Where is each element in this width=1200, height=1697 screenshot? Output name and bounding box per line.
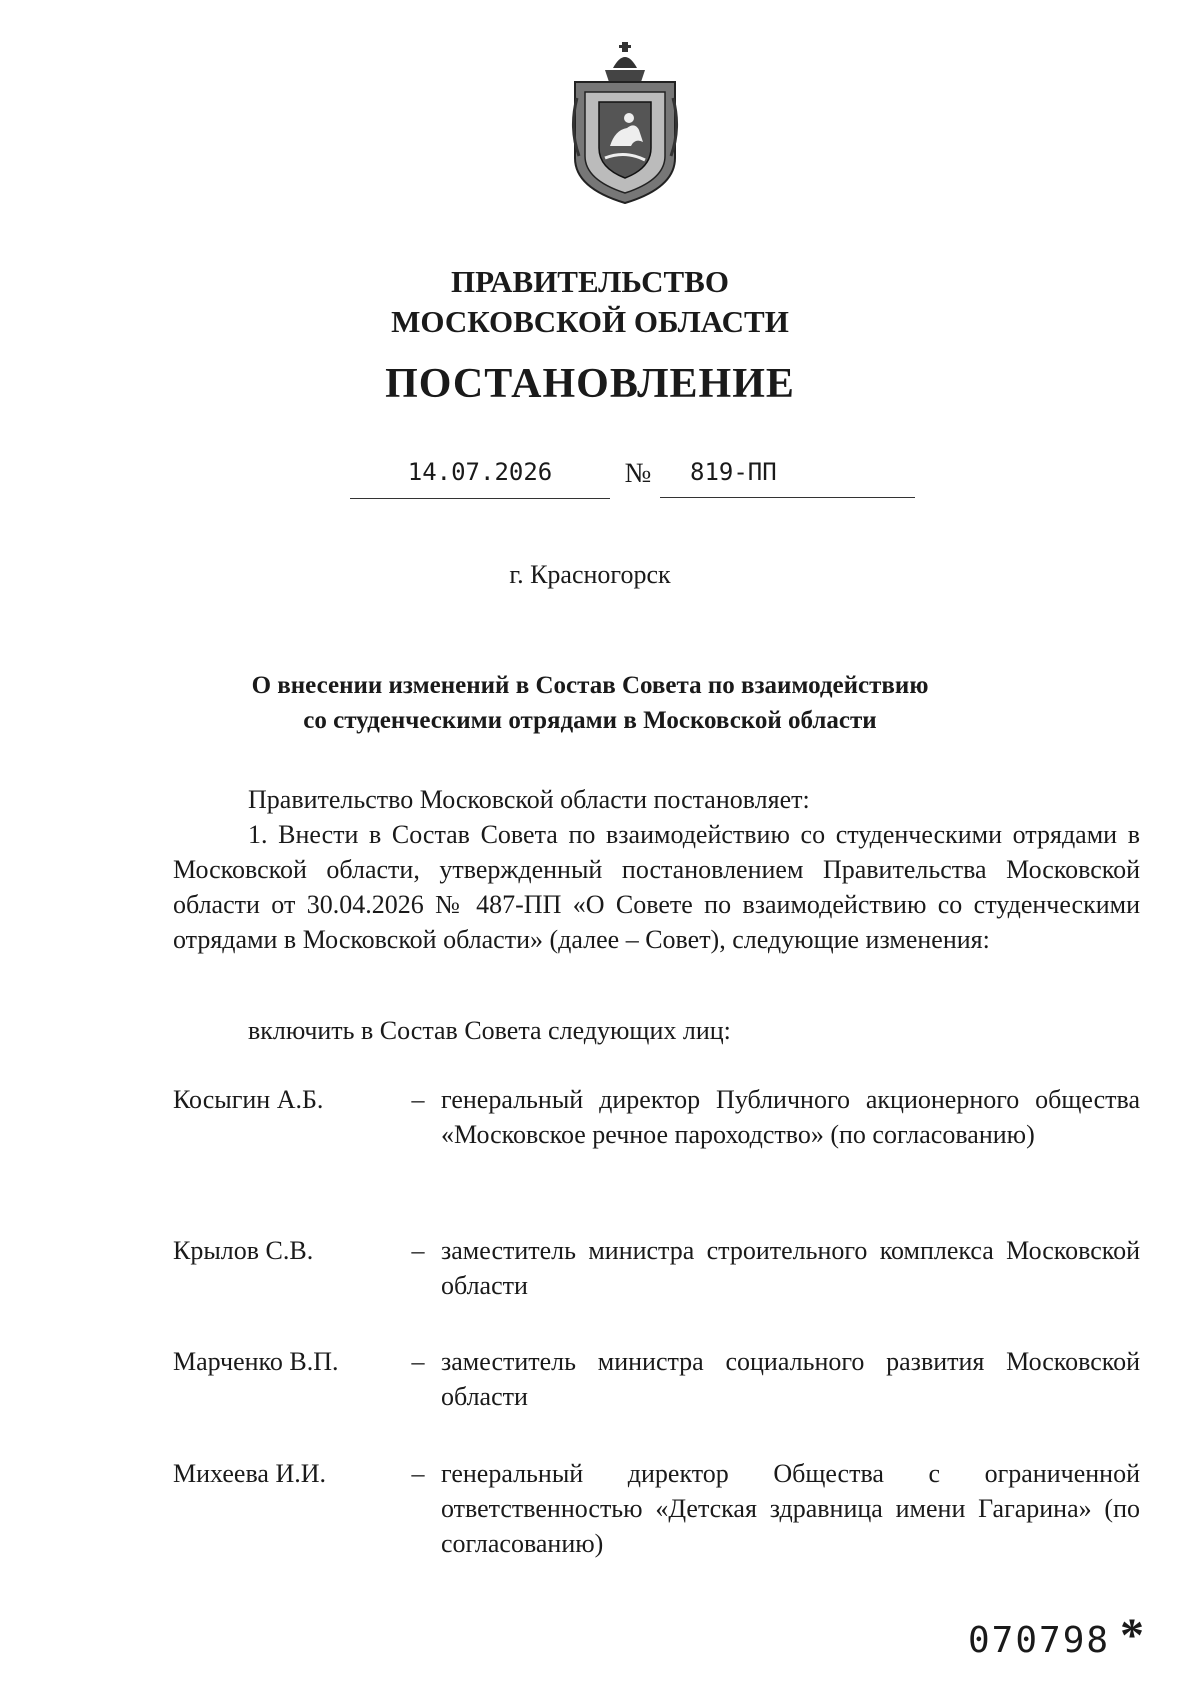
member-dash: – [411,1085,425,1114]
member-dash: – [411,1236,425,1265]
member-name: Марченко В.П. [173,1347,339,1376]
subject-line-2: со студенческими отрядами в Московской области [303,707,877,734]
asterisk-mark: * [1120,1609,1144,1662]
body-paragraph-1: Правительство Московской области постановляет: [248,785,810,814]
registration-date: 14.07.2026 [350,458,610,499]
city-line: г. Красногорск [509,560,671,589]
member-position: заместитель министра строительного комплекса Московской области [441,1236,1140,1300]
body-paragraph-3: включить в Состав Совета следующих лиц: [248,1016,731,1045]
document-subject [0,668,1180,738]
subject-line-1: О внесении изменений в Состав Совета по взаимодействию [251,672,929,699]
member-name: Крылов С.В. [173,1236,314,1265]
member-position: заместитель министра социального развития Московской области [441,1347,1140,1411]
member-position: генеральный директор Общества с ограниченной ответственностью «Детская здравница имени Гагарина» (по согласованию) [441,1459,1140,1558]
coat-of-arms-icon [565,38,685,208]
issuer-line-1: ПРАВИТЕЛЬСТВО [451,264,729,299]
document-type: ПОСТАНОВЛЕНИЕ [385,361,795,407]
registration-number: 819-ПП [660,458,915,498]
issuer-block [0,262,1180,342]
number-sign: № [624,458,652,489]
member-dash: – [411,1459,425,1488]
member-name: Косыгин А.Б. [173,1085,324,1114]
member-position: генеральный директор Публичного акционерного общества «Московское речное пароходство» (по согласованию) [441,1085,1140,1149]
member-name: Михеева И.И. [173,1459,326,1488]
document-serial-code: 070798 [968,1620,1111,1661]
issuer-line-2: МОСКОВСКОЙ ОБЛАСТИ [391,304,789,339]
body-paragraph-2: 1. Внести в Состав Совета по взаимодействию со студенческими отрядами в Московской области, утвержденный постановлением Правительства Московской области от 30.04.2026 № 487-ПП «О Совете по взаимодействию со студенческими отрядами в Московской области» (далее – Совет), следующие изменения: [173,820,1140,954]
member-dash: – [411,1347,425,1376]
